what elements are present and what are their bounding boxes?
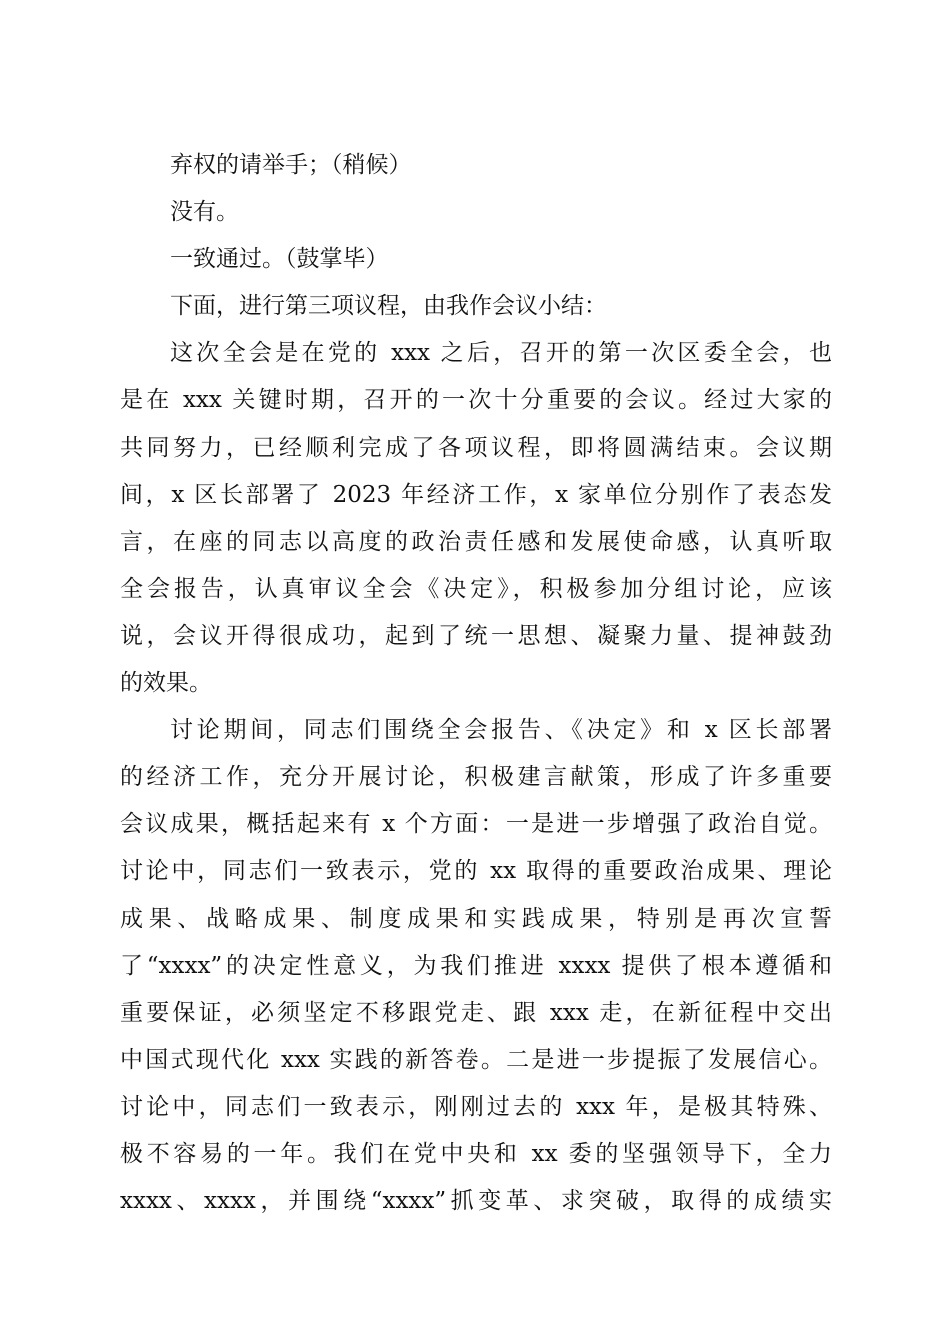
text-line: 会议成果，概括起来有 x 个方面：一是进一步增强了政治自觉。 [120, 811, 832, 838]
text-line: 讨论中，同志们一致表示，党的 xx 取得的重要政治成果、理论 [120, 858, 832, 885]
text-line: 讨论期间，同志们围绕全会报告、《决定》和 x 区长部署 [170, 717, 832, 744]
text-line: 成果、战略成果、制度成果和实践成果，特别是再次宣誓 [120, 905, 832, 932]
text-line: 一致通过。（鼓掌毕） [170, 246, 389, 273]
text-line: 间，x 区长部署了 2023 年经济工作，x 家单位分别作了表态发 [120, 481, 832, 508]
text-line: 的经济工作，充分开展讨论，积极建言献策，形成了许多重要 [120, 764, 832, 791]
text-line: 说，会议开得很成功，起到了统一思想、凝聚力量、提神鼓劲 [120, 622, 832, 649]
text-line: 没有。 [170, 199, 239, 226]
text-line: 极不容易的一年。我们在党中央和 xx 委的坚强领导下，全力 [120, 1140, 832, 1167]
text-line: 中国式现代化 xxx 实践的新答卷。二是进一步提振了发展信心。 [120, 1046, 832, 1073]
text-line: 是在 xxx 关键时期，召开的一次十分重要的会议。经过大家的 [120, 387, 832, 414]
text-line: xxxx、xxxx，并围绕“xxxx”抓变革、求突破，取得的成绩实 [120, 1188, 832, 1215]
text-line: 言，在座的同志以高度的政治责任感和发展使命感，认真听取 [120, 528, 832, 555]
text-line: 了“xxxx”的决定性意义，为我们推进 xxxx 提供了根本遵循和 [120, 952, 832, 979]
text-line: 讨论中，同志们一致表示，刚刚过去的 xxx 年，是极其特殊、 [120, 1093, 832, 1120]
text-line: 共同努力，已经顺利完成了各项议程，即将圆满结束。会议期 [120, 434, 832, 461]
text-line: 下面，进行第三项议程，由我作会议小结： [170, 293, 607, 320]
document-body [120, 142, 832, 1225]
text-line: 全会报告，认真审议全会《决定》，积极参加分组讨论，应该 [120, 575, 832, 602]
text-line: 弃权的请举手；（稍候） [170, 152, 412, 178]
text-line: 这次全会是在党的 xxx 之后，召开的第一次区委全会，也 [170, 340, 832, 367]
text-line: 的效果。 [120, 670, 212, 697]
text-line: 重要保证，必须坚定不移跟党走、跟 xxx 走，在新征程中交出 [120, 999, 832, 1026]
